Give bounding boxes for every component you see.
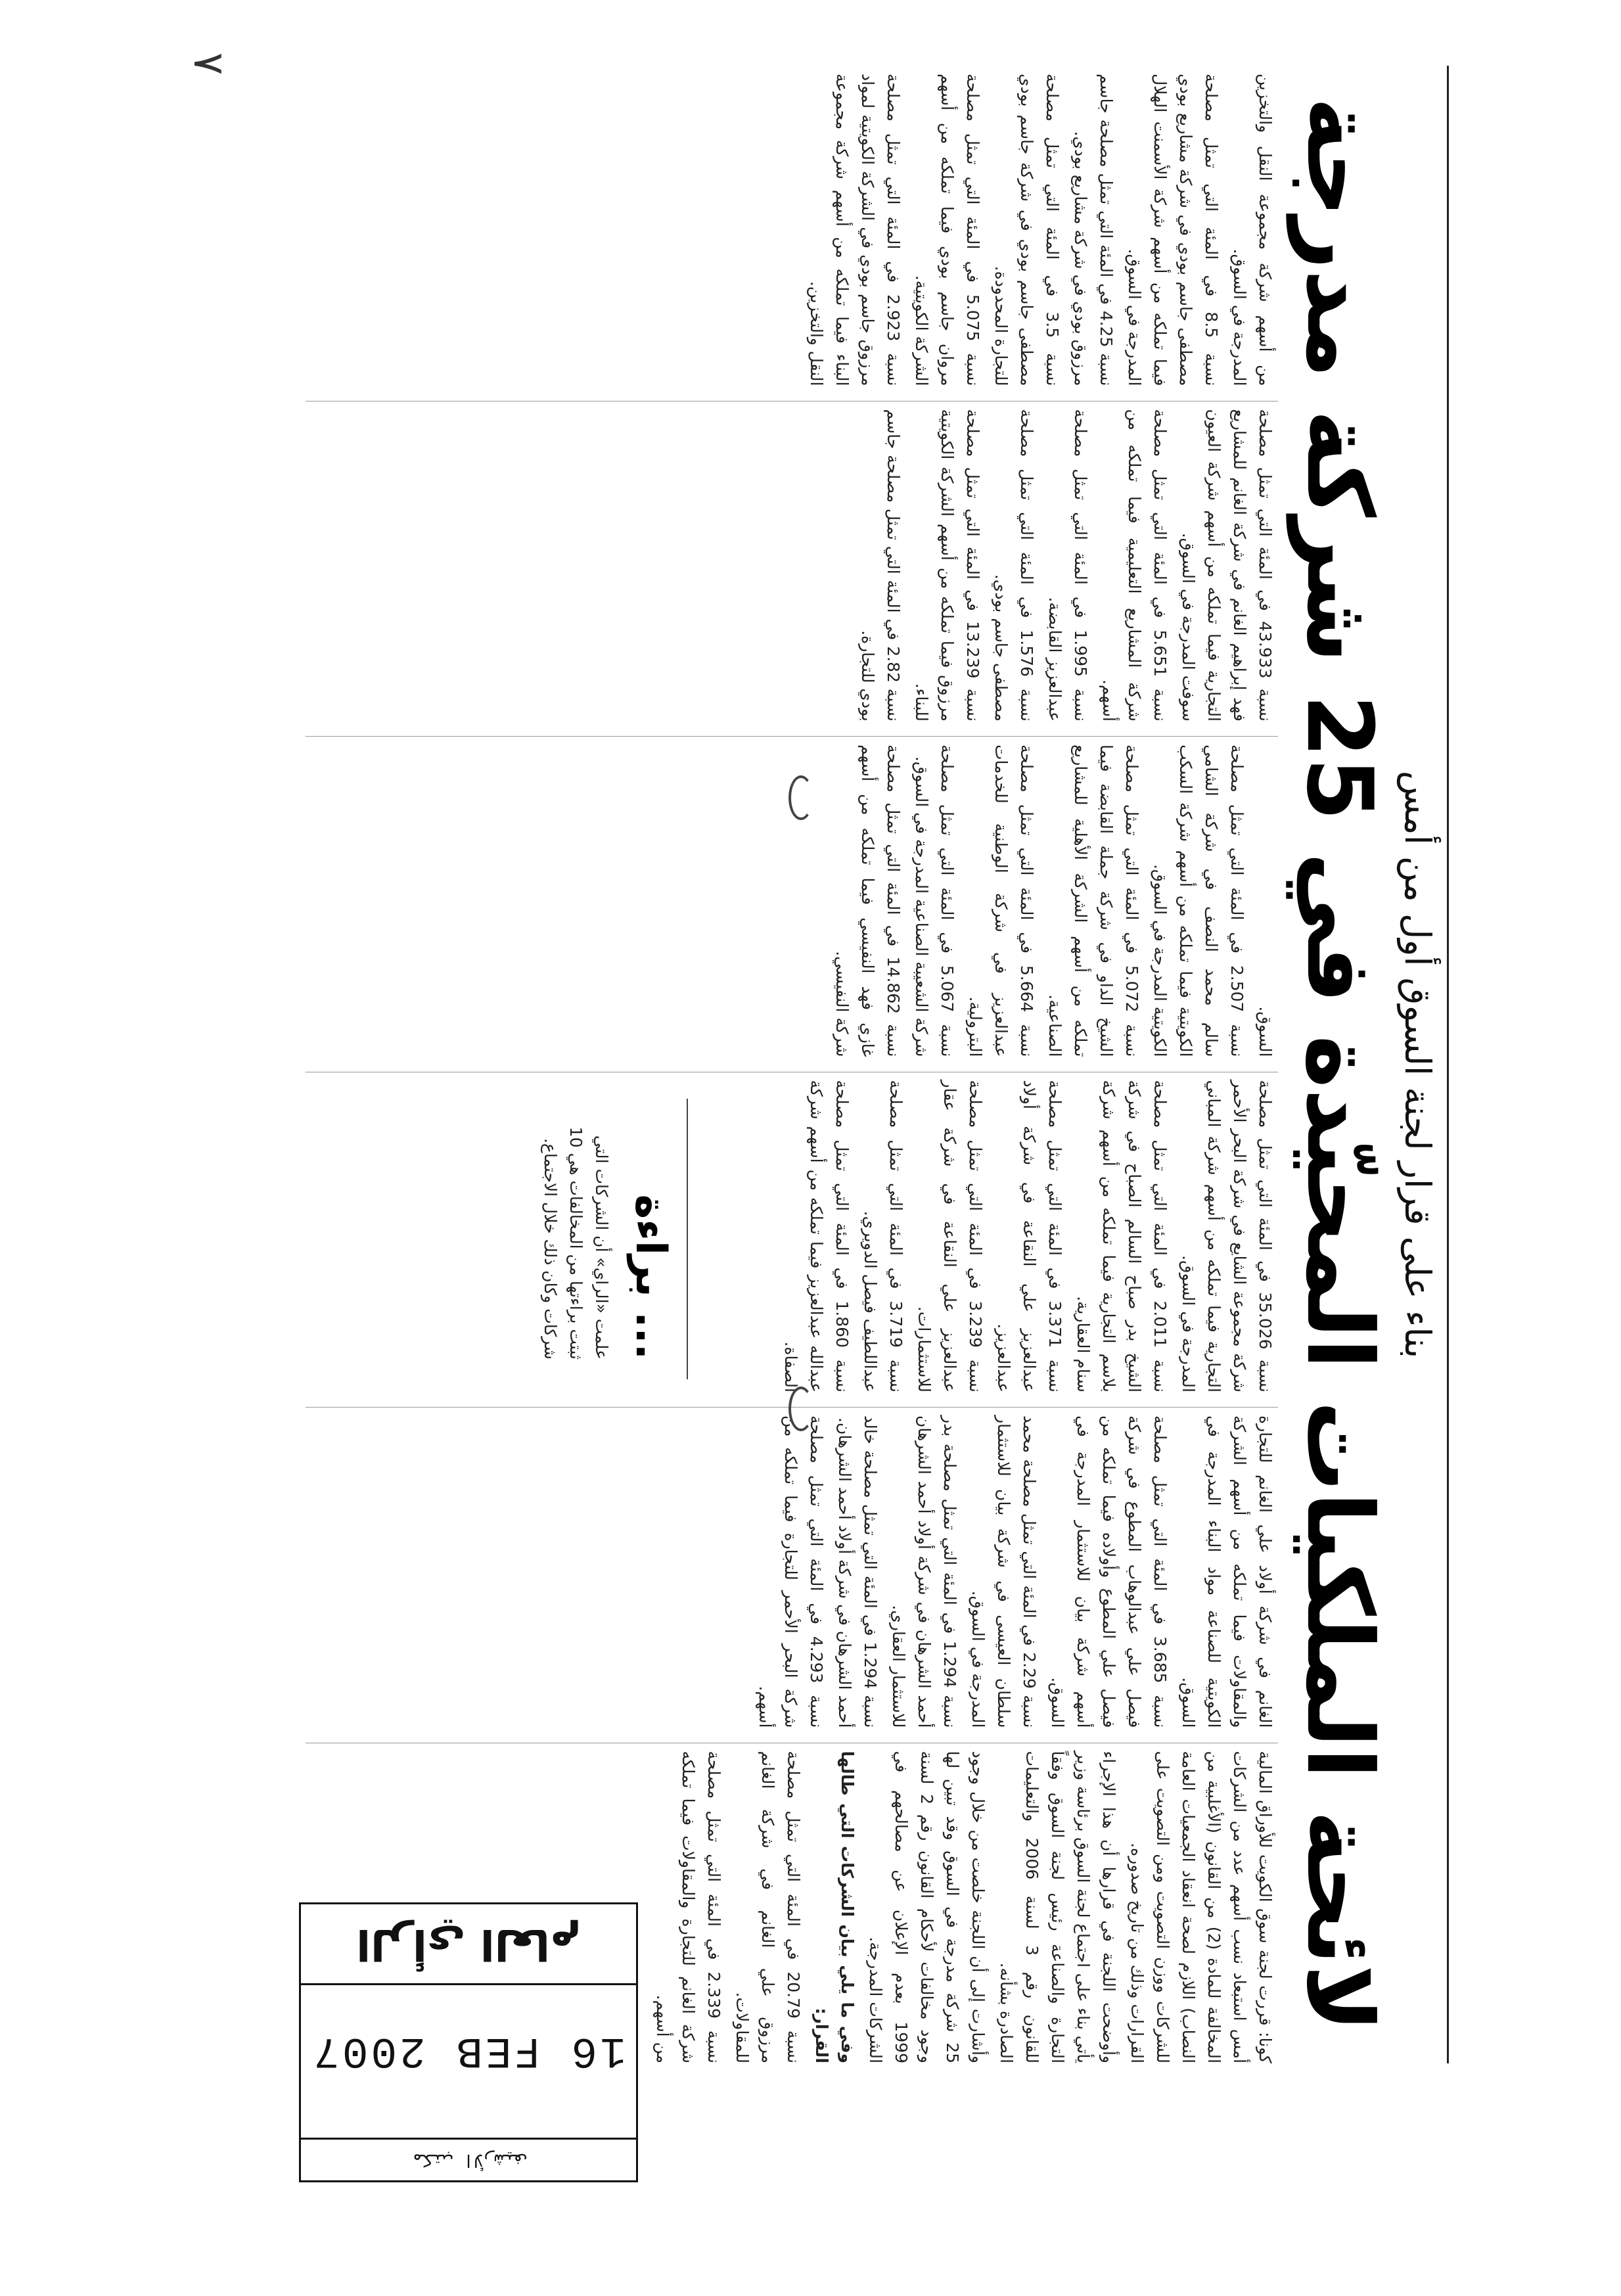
paragraph: نسبة 1.860 في المئة التي تمثل مصلحة عبدالله عبدالعزيز فيما تملكه من أسهم شركة الصفاة.: [781, 1080, 852, 1392]
paragraph: وأوضحت اللجنة في قرارها أن هذا الإجراء يأتي بناء على اجتماع لجنة السوق برئاسة وزير التجارة والصناعة رئيس لجنة السوق وفقاً للقانون رقم 3 لسنة 2006 والتعليمات الصادرة بشأنه.: [997, 1751, 1118, 2063]
paragraph: نسبة 3.719 في المئة التي تمثل مصلحة عبداللطيف فيصل الدويري.: [861, 1080, 905, 1392]
paragraph: نسبة 1.294 في المئة التي تمثل مصلحة خالد أحمد الشرهان في شركة أولاد أحمد الشرهان.: [835, 1415, 880, 1728]
article-column-2: [306, 1407, 1278, 1728]
stamp-publication: الرأي العام: [301, 1904, 636, 1985]
dateline: [1447, 66, 1475, 2063]
paragraph: نسبة 3.5 في المئة التي تمثل مصلحة مصطفى جاسم بودي في شركة جاسم بودي للتجارة المحدودة.: [992, 74, 1062, 386]
article-column-6: [306, 66, 1278, 386]
archive-stamp: [299, 1902, 638, 2182]
kicker: بناء على قرار لجنة السوق أول من أمس: [1397, 770, 1438, 1359]
paragraph: الغانم في شركة أولاد علي الغانم للتجارة والمقاولات فيما تملكه من أسهم الشركة الكويتية للصناعة مواد البناء المدرجة في السوق.: [1179, 1415, 1275, 1728]
article-columns: [306, 66, 1278, 2063]
byline-note: علمت «الراي» أن الشركات التي ثبتت براءتها من المخالفات هي 10 شركات وكان ذلك خلال الاجتماع.: [541, 1126, 611, 1360]
paragraph: نسبة 2.82 في المئة التي تمثل مصلحة جاسم بودي للتجارة.: [858, 409, 903, 722]
paragraph: نسبة 3.371 في المئة التي تمثل مصلحة عبدالعزيز علي النقاعة في شركة أولاد عبدالعزيز.: [994, 1080, 1064, 1392]
paragraph: نسبة 4.25 في المئة التي تمثل مصلحة جاسم مرزوق بودي في شركة مشاريع بودي.: [1071, 74, 1116, 386]
paragraph: نسبة 1.995 في المئة التي تمثل مصلحة عبدالعزيز القابضة.: [1045, 409, 1090, 722]
paragraph: نسبة 2.011 في المئة التي تمثل مصلحة الشيخ بدر صباح السالم الصباح في شركة بلاسم التجارية فيما تملكه من أسهم شركة سنام العقارية.: [1074, 1080, 1170, 1392]
paragraph: نسبة 1.576 في المئة التي تمثل مصلحة مصطفى جاسم بودي.: [992, 409, 1036, 722]
paragraph: كونا: قررت لجنة سوق الكويت للأوراق المالية أمس استبعاد نسب أسهم عدد من الشركات المخالفة للمادة (2) من القانون (الأغلبية من النصاب) اللازم لصحة انعقاد الجمعيات العامة للشركات ووزن التصويت ومن التصويت على القرارات وذلك من تاريخ صدوره.: [1128, 1751, 1275, 2063]
paragraph: نسبة 20.79 في المئة التي تمثل مصلحة مرزوق علي الغانم في شركة الغانم للمقاولات.: [733, 1751, 803, 2063]
paragraph: نسبة 5.072 في المئة التي تمثل مصلحة الشيخ الداو في شركة جملة القابضة فيما تملكه من أسهم الشركة الأهلية للمشاريع الصناعية.: [1045, 745, 1141, 1057]
paragraph: نسبة 2.339 في المئة التي تمثل مصلحة شركة الغانم للتجارة والمقاولات فيما تملكه من أسهم.: [653, 1751, 723, 2063]
punch-hole-icon: [788, 1387, 813, 1431]
paragraph: نسبة 4.293 في المئة التي تمثل مصلحة شركة البحر الأحمر للتجارة فيما تملكه من أسهم.: [756, 1415, 826, 1728]
paragraph: نسبة 2.29 في المئة التي تمثل مصلحة محمد سلطان العيسى في شركة بيان للاستثمار المدرجة في السوق.: [969, 1415, 1039, 1728]
article-column-5: [306, 401, 1278, 722]
paragraph: نسبة 3.685 في المئة التي تمثل مصلحة فيصل علي عبدالوهاب المطوع في شركة فيصل علي المطوع وأولاده فيما تملكه من أسهم شركة بيان للاستثمار المدرجة في السوق.: [1048, 1415, 1170, 1728]
article-column-3: [306, 1072, 1278, 1393]
newspaper-clipping: [292, 53, 1475, 2077]
paragraph: نسبة 5.067 في المئة التي تمثل مصلحة شركة الشعيبة الصناعية المدرجة في السوق.: [912, 745, 957, 1057]
byline-name: ... براءة: [626, 1194, 675, 1360]
paragraph: نسبة 5.075 في المئة التي تمثل مصلحة مروان جاسم بودي فيما تملكه من أسهم الشركة الكويتية.: [912, 74, 982, 386]
paragraph: نسبة 2.923 في المئة التي تمثل مصلحة مرزوق جاسم بودي في الشركة الكويتية لمواد البناء فيما تملكه من أسهم شركة مجموعة النقل والتخزين.: [807, 74, 903, 386]
stamp-header: مكتب الأرشيف: [301, 2138, 636, 2180]
paragraph: نسبة 8.5 في المئة التي تمثل مصلحة مصطفى جاسم بودي في شركة مشاريع بودي فيما تملكه من أسهم شركة الأسمنت الهلال المدرجة في السوق.: [1125, 74, 1221, 386]
punch-hole-icon: [788, 775, 813, 820]
paragraph: السوق.: [1256, 1006, 1275, 1057]
paragraph: نسبة 2.507 في المئة التي تمثل مصلحة سالم محمد النصف في شركة الشامي الكويتية فيما تملكه من أسهم شركة السكب الكويتية المدرجة في السوق.: [1151, 745, 1246, 1057]
paragraph: نسبة 14.862 في المئة التي تمثل مصلحة غازي فهد النفيسي فيما تملكه من أسهم شركة النفيسي.: [833, 745, 903, 1057]
headline-block: [1285, 53, 1442, 2077]
paragraph: من أسهم شركة مجموعة النقل والتخزين المدرجة في السوق.: [1230, 74, 1275, 386]
paragraph: نسبة 5.651 في المئة التي تمثل مصلحة شركة المشاريع التعليمية فيما تملكه من أسهم.: [1099, 409, 1170, 722]
stamp-date: 16 FEB 2007: [311, 2026, 626, 2075]
paragraph: نسبة 35.026 في المئة التي تمثل مصلحة شركة مجموعة الشايع في شركة البحر الأحمر التجارية فيما تملكه من أسهم شركة المباني المدرجة في السوق.: [1179, 1080, 1275, 1392]
paragraph: وفي ما يلي بيان الشركات التي طالها القرار:: [812, 1751, 857, 2063]
paragraph: نسبة 3.239 في المئة التي تمثل مصلحة عبدالعزيز علي النقاعة في شركة عقار للاستثمارات.: [915, 1080, 985, 1392]
paragraph: نسبة 1.294 في المئة التي تمثل مصلحة بدر أحمد الشرهان في شركة أولاد أحمد الشرهان للاستثمار العقاري.: [889, 1415, 959, 1728]
margin-handwritten-mark: ٧: [184, 52, 233, 76]
paragraph: وأشارت إلى أن اللجنة خلصت من خلال وجود 25 شركة مدرجة في السوق وقد تبين لها وجود مخالفات لأحكام القانون رقم 2 لسنة 1999 بعدم الإعلان عن مصالحهم في الشركات المدرجة.: [866, 1751, 988, 2063]
headline: لائحة الملكيات المحيّدة في 25 شركة مدرجة: [1287, 97, 1392, 2032]
paragraph: نسبة 13.239 في المئة التي تمثل مصلحة مرزوق فيما تملكه من أسهم الشركة الكويتية للبناء.: [912, 409, 982, 722]
paragraph: نسبة 43.933 في المئة التي تمثل مصلحة فهد إبراهيم الغانم في شركة الغانم للمشاريع التجارية فيما تملكه من أسهم شركة العيون سوفت المدرجة في السوق.: [1179, 409, 1275, 722]
byline-box: [345, 1099, 688, 1380]
paragraph: نسبة 5.664 في المئة التي تمثل مصلحة عبدالعزيز في شركة الوطنية للخدمات البترولية.: [966, 745, 1036, 1057]
